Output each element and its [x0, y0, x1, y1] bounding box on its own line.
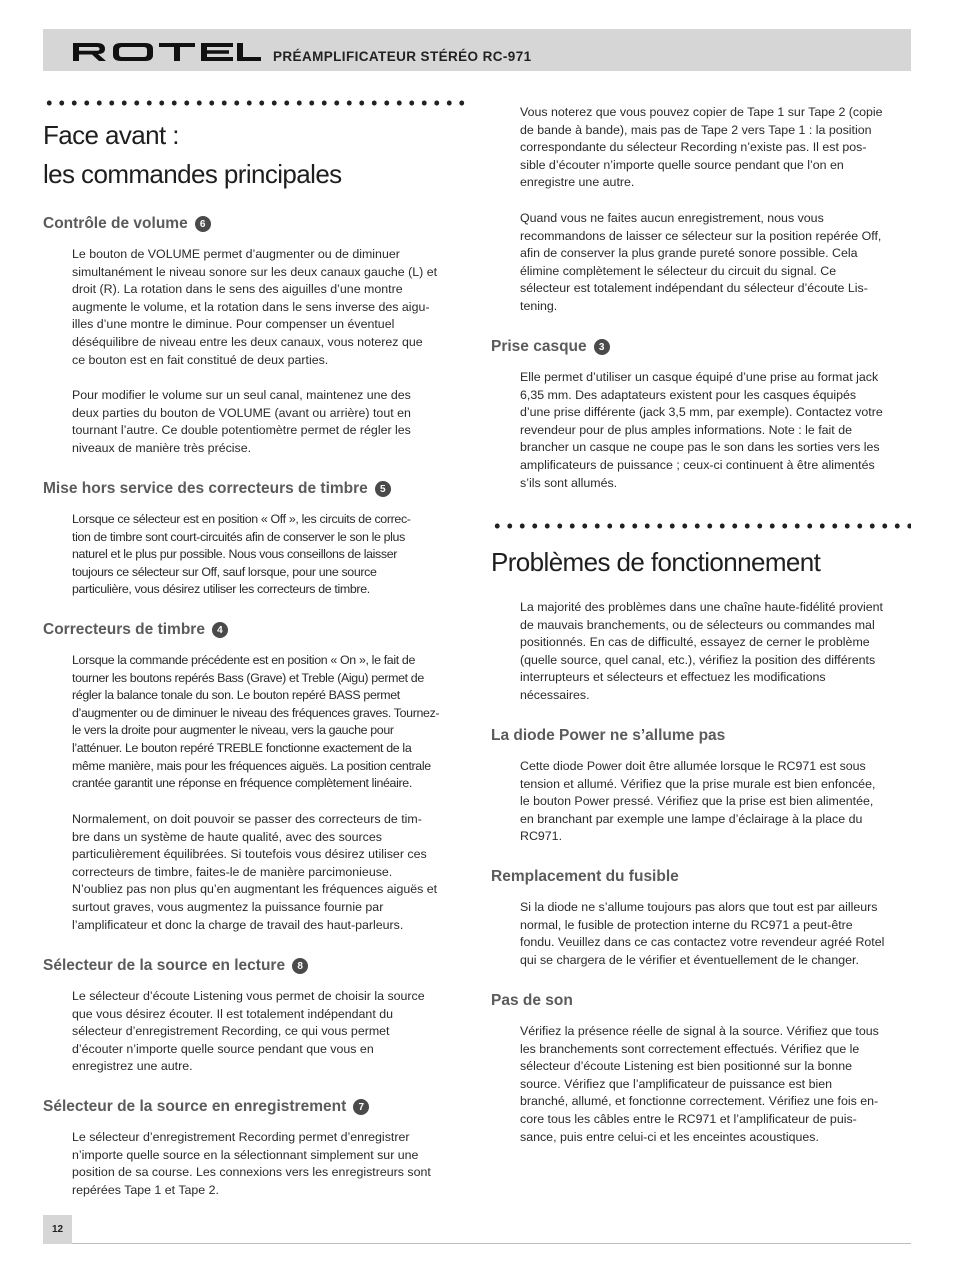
heading-no-sound: Pas de son	[491, 992, 573, 1009]
section-title-problems: Problèmes de fonctionnement	[491, 547, 821, 577]
section-title-line2: les commandes principales	[43, 159, 342, 189]
paragraph: Quand vous ne faites aucun enregistrement, nous vous recommandons de laisser ce sélecteur sur la position repérée Off, afin de conserver la plus grande pureté sonore possible. Cela élimine complètement le sélecteur du circuit du signal. Ce sélecteur est totalement indépendant du sélecteur d’écoute Lis- tening.	[520, 211, 882, 313]
page-header	[43, 29, 911, 71]
paragraph: Le sélecteur d’écoute Listening vous permet de choisir la source que vous désirez écouter. Il est totalement indépendant du sélecteur d’enregistrement Recording, ce qui vous permet d’écouter n’importe quelle source pendant que vous en enregistrez une autre.	[72, 989, 425, 1074]
document-title: PRÉAMPLIFICATEUR STÉRÉO RC-971	[273, 49, 532, 64]
heading-text: Sélecteur de la source en lecture	[43, 957, 286, 974]
heading-recording-selector	[43, 1098, 369, 1116]
paragraph: Le sélecteur d’enregistrement Recording permet d’enregistrer n’importe quelle source en la sélectionnant simplement sur une position de sa course. Les connexions vers les enregistreurs sont repérées Tape 1 et Tape 2.	[72, 1130, 431, 1197]
page-number: 12	[43, 1215, 72, 1244]
callout-number-badge: 3	[594, 339, 610, 355]
paragraph: Lorsque ce sélecteur est en position « Off », les circuits de correc- tion de timbre sont court-circuités afin de conserver le son le plus naturel et le plus pur possible. Nous vous conseillons de laisser toujours ce sélecteur sur Off, sauf lorsque, pour une source particulière, vous désirez utiliser les correcteurs de timbre.	[72, 512, 411, 597]
paragraph: Normalement, on doit pouvoir se passer des correcteurs de tim- bre dans un système de haute qualité, avec des sources particulièrement équilibrées. Si toutefois vous désirez utiliser ces correcteurs de timbre, faites-le de manière parcimonieuse. N’oubliez pas non plus qu’en augmentant les fréquences aiguës et surtout graves, vous augmentez la puissance fournie par l’amplificateur et donc la charge de travail des haut-parleurs.	[72, 812, 438, 932]
heading-headphone-jack	[491, 338, 610, 356]
callout-number-badge: 7	[353, 1099, 369, 1115]
heading-text: Prise casque	[491, 338, 587, 355]
heading-fuse: Remplacement du fusible	[491, 868, 679, 885]
paragraph: Pour modifier le volume sur un seul canal, maintenez une des deux parties du bouton de VOLUME (avant ou arrière) tout en tournant l’autre. Ce double potentiomètre permet de régler les niveaux de manière très précise.	[72, 388, 411, 455]
rotel-logo	[71, 41, 261, 63]
heading-listening-selector	[43, 957, 308, 975]
brand-text	[43, 29, 44, 30]
section-title-line1: Face avant :	[43, 120, 179, 150]
callout-number-badge: 8	[292, 958, 308, 974]
section-divider-dots	[491, 522, 911, 530]
section-divider-dots	[43, 99, 468, 107]
heading-text: Correcteurs de timbre	[43, 621, 205, 638]
paragraph: Si la diode ne s’allume toujours pas alors que tout est par ailleurs normal, le fusible de protection interne du RC971 a peut-être fondu. Veuillez dans ce cas contactez votre revendeur agréé Rotel qui se chargera de le vérifier et éventuellement de le changer.	[520, 900, 885, 967]
callout-number-badge: 4	[212, 622, 228, 638]
paragraph: La majorité des problèmes dans une chaîne haute-fidélité provient de mauvais branchements, ou de sélecteurs ou commandes mal positionnés. En cas de difficulté, essayez de cerner le problème (quelle source, quel canal, etc.), vérifiez la position des différents interrupteurs et sélecteurs et effectuez les modifications nécessaires.	[520, 600, 883, 702]
heading-volume	[43, 215, 211, 233]
callout-number-badge: 5	[375, 481, 391, 497]
footer-rule	[72, 1243, 911, 1244]
heading-tone-bypass	[43, 480, 391, 498]
heading-tone-controls	[43, 621, 228, 639]
paragraph: Vérifiez la présence réelle de signal à la source. Vérifiez que tous les branchements sont correctement effectués. Vérifiez que le sélecteur d’écoute Listening est bien positionné sur la bonne source. Vérifiez que l’amplificateur de puissance est bien branché, allumé, et fonctionne correctement. Vérifiez une fois en- core tous les câbles entre le RC971 et l’amplificateur de puis- sance, puis entre celui-ci et les enceintes acoustiques.	[520, 1024, 879, 1144]
paragraph: Le bouton de VOLUME permet d’augmenter ou de diminuer simultanément le niveau sonore sur les deux canaux gauche (L) et droit (R). La rotation dans le sens des aiguilles d’une montre augmente le volume, et la rotation dans le sens inverse des aigu- illes d’une montre le diminue. Pour compenser un éventuel déséquilibre de niveau entre les deux canaux, vous noterez que ce bouton est en fait constitué de deux parties.	[72, 247, 438, 367]
paragraph: Vous noterez que vous pouvez copier de Tape 1 sur Tape 2 (copie de bande à bande), mais pas de Tape 2 vers Tape 1 : la position correspondante du sélecteur Recording n’existe pas. Il est pos- sible d’écouter n’importe quelle source pendant que l’on en enregistre une autre.	[520, 105, 883, 190]
callout-number-badge: 6	[195, 216, 211, 232]
paragraph: Cette diode Power doit être allumée lorsque le RC971 est sous tension et allumé. Vérifiez que la prise murale est bien enfoncée, le bouton Power pressé. Vérifiez que la prise est bien alimentée, en branchant par exemple une lampe d’éclairage à la place du RC971.	[520, 759, 876, 844]
paragraph: Elle permet d’utiliser un casque équipé d’une prise au format jack 6,35 mm. Des adaptateurs existent pour les casques équipés d’une prise différente (jack 3,5 mm, par exemple). Contactez votre revendeur pour de plus amples informations. Note : le fait de brancher un casque ne coupe pas le son dans les sorties vers les amplificateurs de puissance ; ceux-ci continuent à être alimentés s’ils sont allumés.	[520, 370, 883, 490]
paragraph: Lorsque la commande précédente est en position « On », le fait de tourner les boutons repérés Bass (Grave) et Treble (Aigu) permet de régler la balance tonale du son. Le bouton repéré BASS permet d’augmenter ou de diminuer le niveau des fréquences graves. Tournez- le vers la droite pour augmenter le niveau, vers la gauche pour l’atténuer. Le bouton repéré TREBLE fonctionne exactement de la même manière, mais pour les fréquences aiguës. La position centrale crantée garantit une réponse en fréquence complètement linéaire.	[72, 653, 440, 791]
heading-text: Sélecteur de la source en enregistrement	[43, 1098, 347, 1115]
heading-text: Mise hors service des correcteurs de timbre	[43, 480, 368, 497]
heading-text: Contrôle de volume	[43, 215, 188, 232]
heading-power-led: La diode Power ne s’allume pas	[491, 727, 726, 744]
